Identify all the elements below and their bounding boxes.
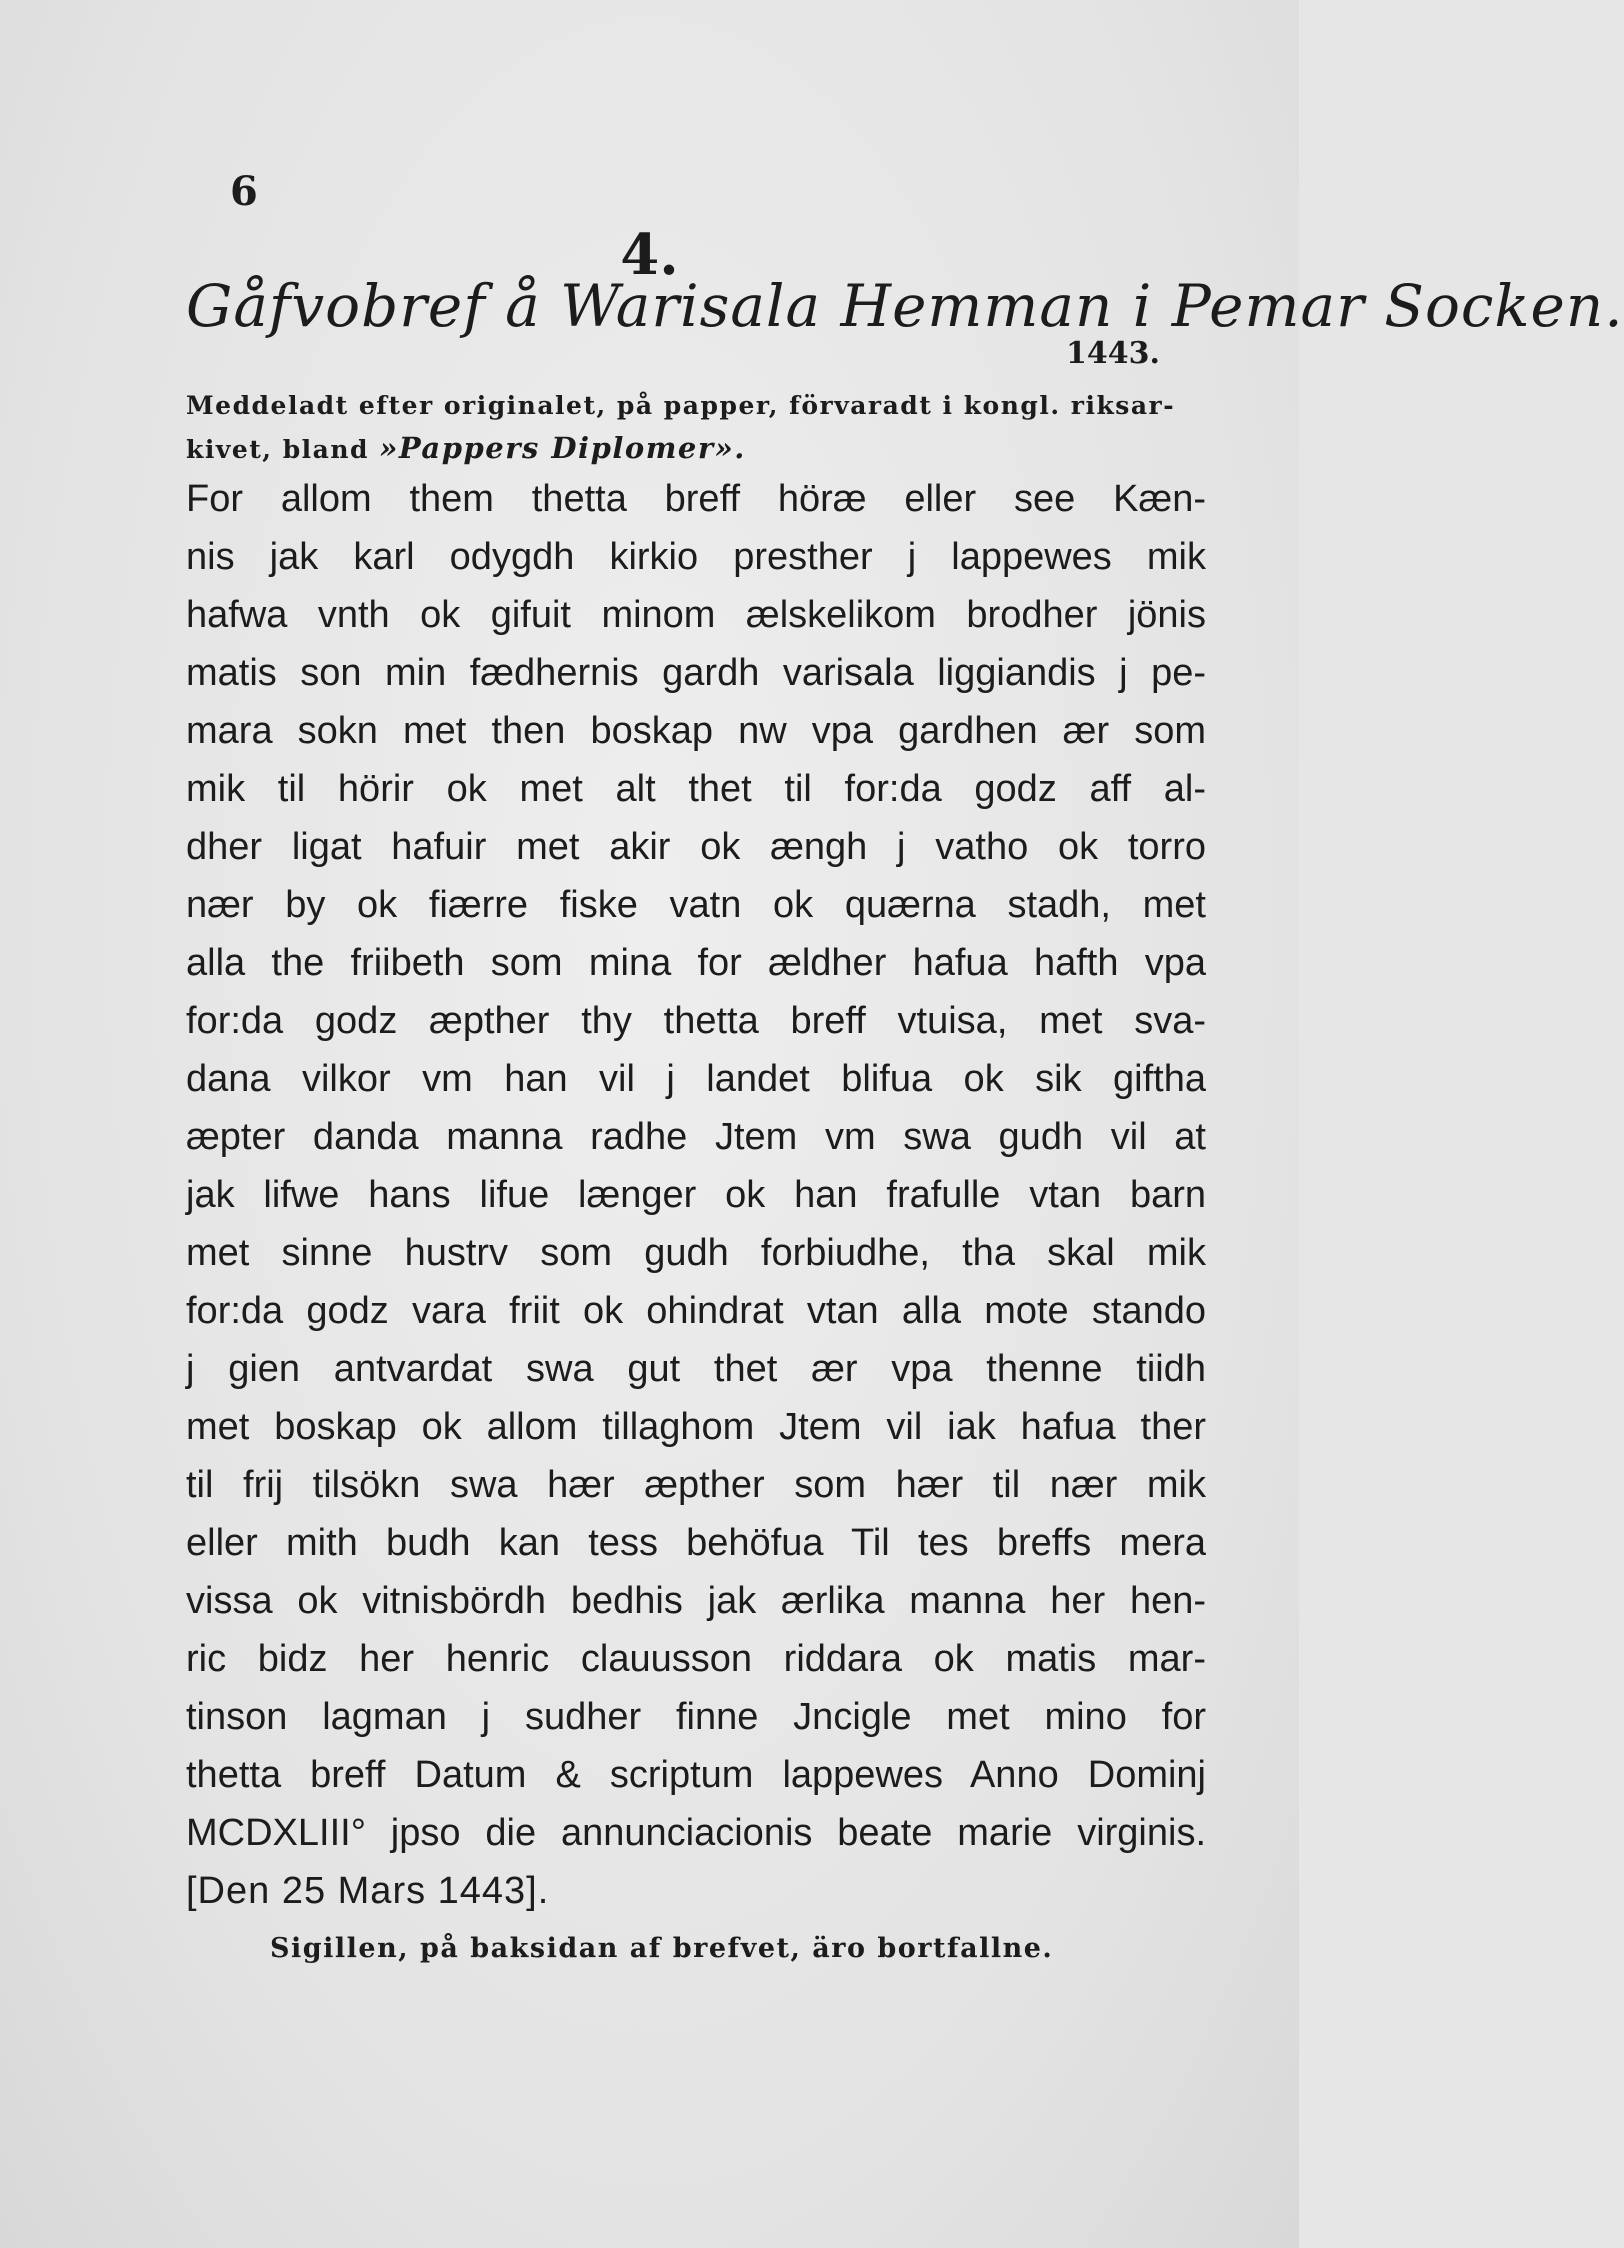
body-line: for:da godz æpther thy thetta breff vtuisa, met sva-	[186, 1000, 1206, 1042]
document-number: 4.	[620, 222, 679, 288]
body-line: æpter danda manna radhe Jtem vm swa gudh vil at	[186, 1116, 1206, 1158]
letter-body	[186, 470, 1206, 1920]
body-line: For allom them thetta breff höræ eller see Kæn-	[186, 478, 1206, 520]
source-note-line-1: Meddeladt efter originalet, på papper, förvaradt i kongl. riksar-	[186, 391, 1176, 420]
body-line: j gien antvardat swa gut thet ær vpa thenne tiidh	[186, 1348, 1206, 1390]
document-year: 1443.	[1066, 336, 1160, 371]
body-line: nær by ok fiærre fiske vatn ok quærna stadh, met	[186, 884, 1206, 926]
seal-note: Sigillen, på baksidan af brefvet, äro bortfallne.	[270, 1933, 1054, 1964]
source-note-collection: »Pappers Diplomer».	[379, 431, 746, 465]
body-line: eller mith budh kan tess behöfua Til tes breffs mera	[186, 1522, 1206, 1564]
page-number: 6	[230, 168, 258, 215]
body-line: tinson lagman j sudher finne Jncigle met mino for	[186, 1696, 1206, 1738]
body-line: jak lifwe hans lifue længer ok han frafulle vtan barn	[186, 1174, 1206, 1216]
body-line: hafwa vnth ok gifuit minom ælskelikom brodher jönis	[186, 594, 1206, 636]
body-line: til frij tilsökn swa hær æpther som hær til nær mik	[186, 1464, 1206, 1506]
body-line: for:da godz vara friit ok ohindrat vtan alla mote stando	[186, 1290, 1206, 1332]
body-line: MCDXLIII° jpso die annunciacionis beate marie virginis.	[186, 1812, 1206, 1854]
body-line: met sinne hustrv som gudh forbiudhe, tha skal mik	[186, 1232, 1206, 1274]
body-line: dana vilkor vm han vil j landet blifua ok sik giftha	[186, 1058, 1206, 1100]
body-line: nis jak karl odygdh kirkio presther j lappewes mik	[186, 536, 1206, 578]
body-line-date: [Den 25 Mars 1443].	[186, 1870, 550, 1912]
body-line: dher ligat hafuir met akir ok ængh j vatho ok torro	[186, 826, 1206, 868]
body-line: met boskap ok allom tillaghom Jtem vil iak hafua ther	[186, 1406, 1206, 1448]
body-line: matis son min fædhernis gardh varisala liggiandis j pe-	[186, 652, 1206, 694]
source-note-line-2-prefix: kivet, bland	[186, 435, 380, 464]
body-line: alla the friibeth som mina for ældher hafua hafth vpa	[186, 942, 1206, 984]
body-line: mik til hörir ok met alt thet til for:da godz aff al-	[186, 768, 1206, 810]
source-note	[186, 385, 1206, 471]
body-line: thetta breff Datum & scriptum lappewes Anno Dominj	[186, 1754, 1206, 1796]
source-note-line-2	[186, 427, 1206, 471]
body-line: mara sokn met then boskap nw vpa gardhen ær som	[186, 710, 1206, 752]
document-title: Gåfvobref å Warisala Hemman i Pemar Socken.	[186, 272, 1624, 340]
body-line: vissa ok vitnisbördh bedhis jak ærlika manna her hen-	[186, 1580, 1206, 1622]
body-line: ric bidz her henric clauusson riddara ok matis mar-	[186, 1638, 1206, 1680]
